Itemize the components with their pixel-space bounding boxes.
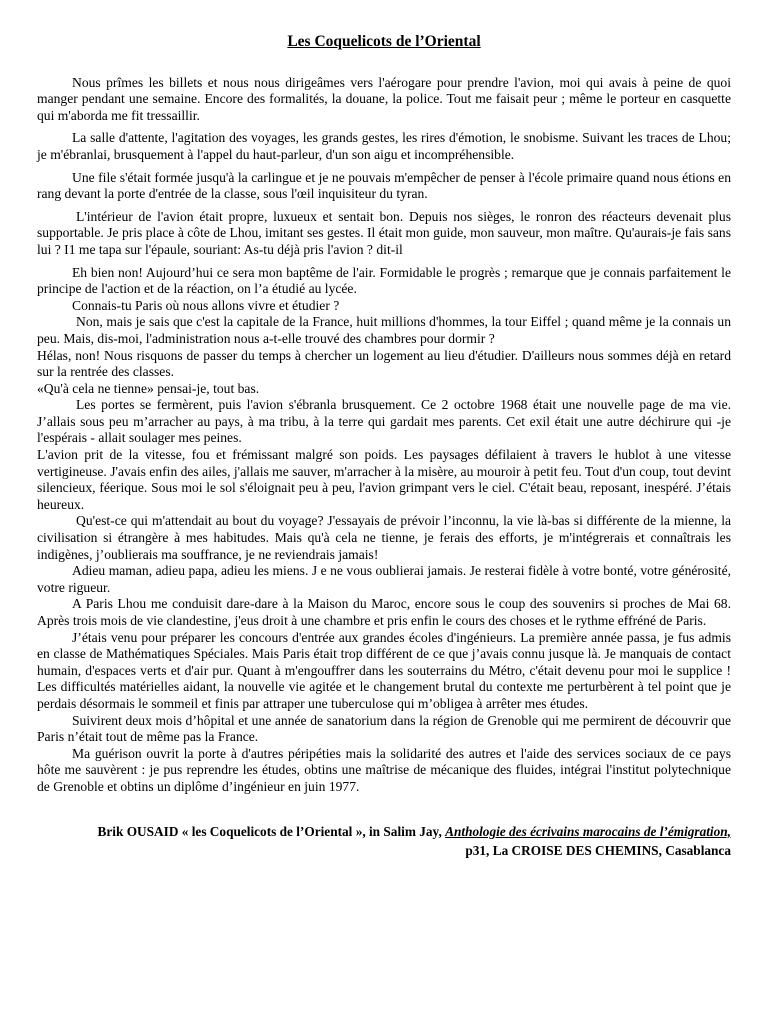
paragraph-17: Ma guérison ouvrit la porte à d'autres péripéties mais la solidarité des autres et l'aide des services sociaux de ce pays hôte me sauvèrent : je pus reprendre les études, obtins une maîtrise de mécanique des fluides, intégrai l'institut polytechnique de Grenoble et obtins un diplôme d’ingénieur en juin 1977. bbox=[37, 745, 731, 794]
paragraph-16: Suivirent deux mois d’hôpital et une année de sanatorium dans la région de Grenoble qui me permirent de découvrir que Paris n’était tout de même pas la France. bbox=[37, 712, 731, 745]
paragraph-7: Non, mais je sais que c'est la capitale de la France, huit millions d'hommes, la tour Eiffel ; quand même je la connais un peu. Mais, dis-moi, l'administration nous a-t-elle trouvé des chambres pour dormir ? bbox=[37, 314, 731, 346]
paragraph-6: Connais-tu Paris où nous allons vivre et étudier ? bbox=[72, 297, 340, 313]
source-prefix: Brik OUSAID « les Coquelicots de l’Oriental », in Salim Jay, bbox=[97, 823, 446, 839]
paragraph-14: A Paris Lhou me conduisit dare-dare à la Maison du Maroc, encore sous le coup des souvenirs si proches de Mai 68. Après trois mois de vie clandestine, j'eus droit à une chambre et pris enfin le cours des choses et le rythme effréné de Paris. bbox=[37, 596, 731, 628]
paragraph-13: Adieu maman, adieu papa, adieu les miens. J e ne vous oublierai jamais. Je resterai fidèle à votre bonté, votre générosité, votre rigueur. bbox=[37, 563, 731, 595]
paragraph-2: La salle d'attente, l'agitation des voyages, les grands gestes, les rires d'émotion, le snobisme. Suivant les traces de Lhou; je m'ébranlai, brusquement à l'appel du haut-parleur, d'un son aigu et incompréhensible. bbox=[37, 130, 731, 162]
paragraph-12: Qu'est-ce qui m'attendait au bout du voyage? J'essayais de prévoir l’inconnu, la vie là-bas si différente de la mienne, la civilisation si étrangère à mes habitudes. Mais qu'à cela ne tienne, je ferais des efforts, je m'intégrerais et connaîtrais les indigènes, j’oublierais ma souffrance, je ne reviendrais jamais! bbox=[37, 513, 731, 562]
source-book-title: Anthologie des écrivains marocains de l’émigration, bbox=[445, 823, 731, 839]
source-citation bbox=[37, 822, 731, 860]
paragraph-3: Une file s'était formée jusqu'à la carlingue et je ne pouvais m'empêcher de penser à l'école primaire quand nous étions en rang devant la porte d'entrée de la classe, sous l'œil inquisiteur du tyran. bbox=[37, 169, 731, 202]
document-page bbox=[37, 34, 731, 860]
paragraph-15: J’étais venu pour préparer les concours d'entrée aux grandes écoles d'ingénieurs. La première année passa, je fus admis en classe de Mathématiques Spéciales. Mais Paris était trop différent de ce que j’avais connu jusque là. Je manquais de contact humain, d'espaces verts et d'air pur. Quant à m'engouffrer dans les souterrains du Métro, c'était devenu pour moi le supplice ! Les difficultés matérielles aidant, la nouvelle vie agitée et le changement brutal du contexte me perturbèrent à tel point que je perdais désormais le sommeil et finis par attraper une tuberculose qui m’obligea à arrêter mes études. bbox=[37, 629, 731, 711]
paragraph-5: Eh bien non! Aujourd’hui ce sera mon baptême de l'air. Formidable le progrès ; remarque que je connais parfaitement le principe de l'action et de la réaction, on l’a étudié au lycée. bbox=[37, 264, 731, 297]
paragraph-9: «Qu'à cela ne tienne» pensai-je, tout bas. bbox=[37, 380, 260, 396]
paragraph-8: Hélas, non! Nous risquons de passer du temps à chercher un logement au lieu d'étudier. D'ailleurs nous sommes déjà en retard sur la rentrée des classes. bbox=[37, 347, 731, 380]
paragraph-1: Nous prîmes les billets et nous nous dirigeâmes vers l'aérogare pour prendre l'avion, moi qui avais à peine de quoi manger pendant une semaine. Encore des formalités, la douane, la police. Tout me faisait peur ; même le porteur en casquette qui m'aborda me fit tressaillir. bbox=[37, 74, 731, 123]
paragraph-4: L'intérieur de l'avion était propre, luxueux et sentait bon. Depuis nos sièges, le ronron des réacteurs devenait plus supportable. Je pris place à côte de Lhou, imitant ses gestes. Il était mon guide, mon sauveur, mon maître. Qu'aurais-je fais sans lui ? I1 me tapa sur l'épaule, souriant: As-tu déjà pris l'avion ? dit-il bbox=[37, 208, 731, 257]
paragraph-11: L'avion prit de la vitesse, fou et frémissant malgré son poids. Les paysages défilaient à travers le hublot à une vitesse vertigineuse. J'avais enfin des ailes, j'allais me sauver, m'arracher à la misère, au mouroir à petit feu. Tout d'un coup, tout devint silencieux, féerique. Sous moi le sol s'éloignait peu à peu, l'avion grimpant vers le ciel. C'était beau, reposant, inespéré. J’étais heureux. bbox=[37, 447, 731, 512]
document-title: Les Coquelicots de l’Oriental bbox=[287, 33, 481, 50]
source-line-2: p31, La CROISE DES CHEMINS, Casablanca bbox=[465, 842, 731, 858]
paragraph-10: Les portes se fermèrent, puis l'avion s'ébranla brusquement. Ce 2 octobre 1968 était une nouvelle page de ma vie. J’allais sous peu m’arracher au pays, à ma tribu, à la terre qui gardait mes parents. Cet exil était une autre déchirure qui -je l'espérais - allait soulager mes peines. bbox=[37, 397, 731, 446]
source-line-1 bbox=[37, 822, 731, 841]
